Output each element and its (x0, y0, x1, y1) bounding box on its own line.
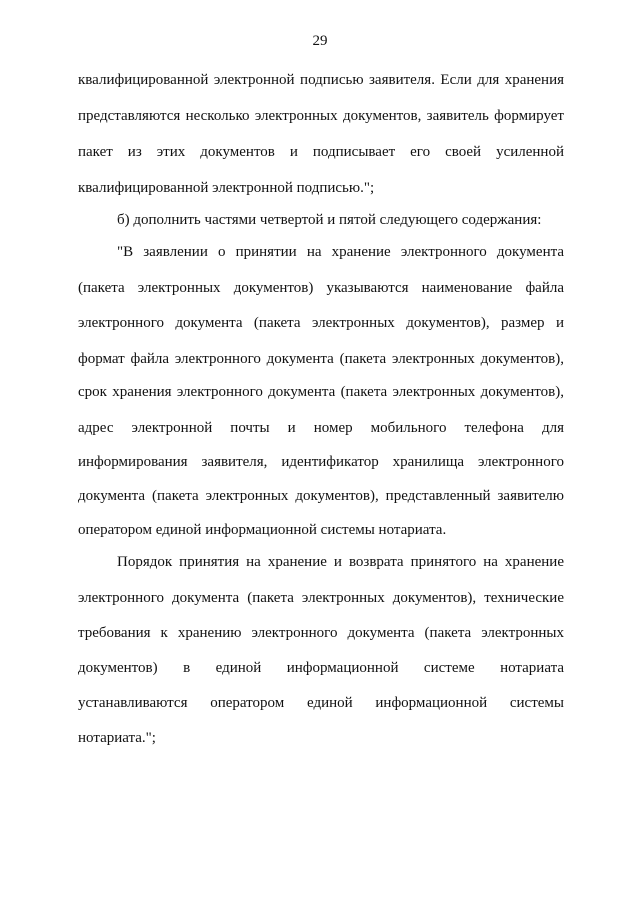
text-line: документа (пакета электронных документов), представленный заявителю (78, 488, 564, 504)
text-line: устанавливаются оператором единой информационной системы (78, 695, 564, 711)
text-line: документов) в единой информационной системе нотариата (78, 660, 564, 676)
text-line: требования к хранению электронного документа (пакета электронных (78, 625, 564, 641)
text-line: оператором единой информационной системы нотариата. (78, 522, 447, 538)
text-line: Порядок принятия на хранение и возврата принятого на хранение (117, 554, 564, 570)
text-line: нотариата."; (78, 730, 156, 746)
text-line: срок хранения электронного документа (пакета электронных документов), (78, 384, 564, 400)
text-line: формат файла электронного документа (пакета электронных документов), (78, 351, 564, 367)
page-number: 29 (312, 33, 328, 49)
text-line: электронного документа (пакета электронных документов), технические (78, 590, 564, 606)
text-line: адрес электронной почты и номер мобильного телефона для (78, 420, 564, 436)
text-line: квалифицированной электронной подписью заявителя. Если для хранения (78, 72, 564, 88)
text-line: представляются несколько электронных документов, заявитель формирует (78, 108, 564, 124)
text-line: пакет из этих документов и подписывает его своей усиленной (78, 144, 564, 160)
text-line: (пакета электронных документов) указываются наименование файла (78, 280, 564, 296)
text-line: "В заявлении о принятии на хранение электронного документа (117, 244, 564, 260)
text-line: квалифицированной электронной подписью."; (78, 180, 375, 196)
text-line: электронного документа (пакета электронных документов), размер и (78, 315, 564, 331)
text-line: информирования заявителя, идентификатор хранилища электронного (78, 454, 564, 470)
text-line: б) дополнить частями четвертой и пятой следующего содержания: (117, 212, 542, 228)
